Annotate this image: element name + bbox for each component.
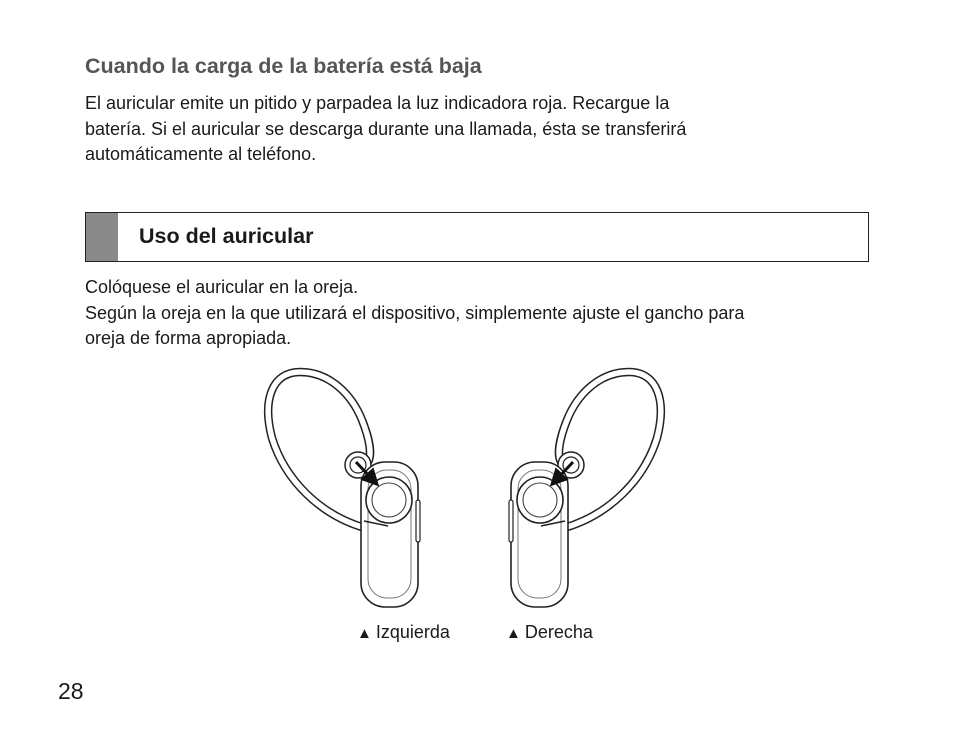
usage-line: oreja de forma apropiada. (85, 328, 292, 348)
low-battery-line: El auricular emite un pitido y parpadea la luz indicadora roja. Recargue la (85, 93, 670, 113)
low-battery-line: automáticamente al teléfono. (85, 144, 317, 164)
left-earpiece-figure (268, 372, 420, 607)
usage-line: Según la oreja en la que utilizará el dispositivo, simplemente ajuste el gancho para (85, 302, 745, 323)
right-caption (506, 622, 593, 643)
triangle-icon: ▲ (357, 625, 372, 642)
right-earpiece-figure (509, 372, 661, 607)
left-caption-text: Izquierda (375, 622, 450, 642)
page-number: 28 (58, 678, 84, 704)
triangle-icon: ▲ (506, 625, 521, 642)
low-battery-line: batería. Si el auricular se descarga durante una llamada, ésta se transferirá (85, 118, 687, 139)
left-caption (357, 622, 450, 643)
usage-line: Colóquese el auricular en la oreja. (85, 277, 359, 297)
right-caption-text: Derecha (524, 622, 593, 642)
low-battery-heading: Cuando la carga de la batería está baja (85, 54, 482, 78)
section-title: Uso del auricular (139, 224, 314, 248)
